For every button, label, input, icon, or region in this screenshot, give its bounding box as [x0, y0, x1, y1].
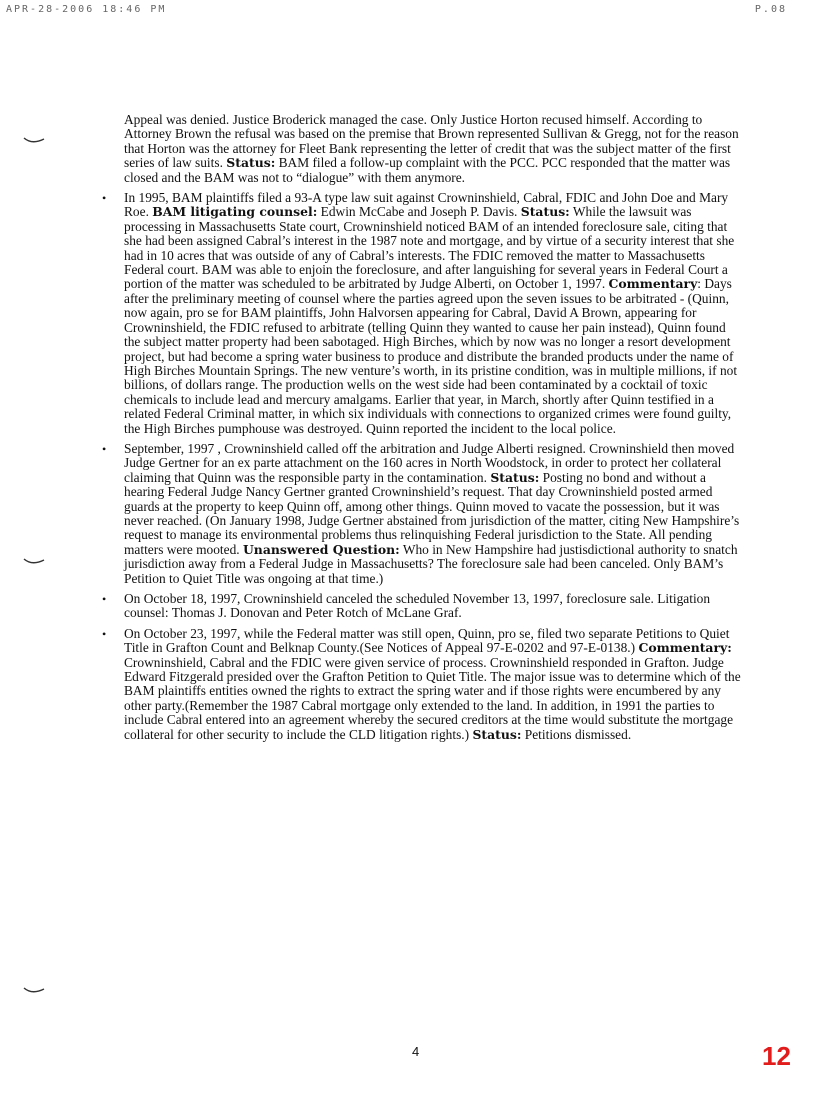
label-text: Unanswered Question:	[243, 541, 400, 557]
body-text: In 1995, BAM plaintiffs filed a 93-A type law suit against Crowninshield, Cabral, FDIC and John Doe and Mary Roe.	[124, 190, 729, 220]
fax-page-indicator: P.08	[754, 4, 787, 15]
label-text: Commentary:	[638, 640, 732, 656]
body-text: : Days after the preliminary meeting of counsel where the parties agreed upon the seven issues to be arbitrated - (Quinn, now again, pro se for BAM plaintiffs, John Halvorsen appearing for Cabral, David A Brown, appearing for Crowninshield, the FDIC refused to arbitrate (telling Quinn they wanted to cause her pain instead), Quinn found the subject matter property had been sabotaged. High Birches, which by now was no longer a resort development project, but had become a spring water business to produce and distribute the branded products under the name of High Birches Mountain Springs. The new venture’s worth, in its pristine condition, was in multiple millions, if not billions, of dollars range. The production wells on the west side had been contaminated by a cocktail of toxic chemicals to include lead and mercury amalgams. Earlier that year, in March, shortly after Quinn testified in a related Federal Criminal matter, in which six individuals with connections to organized crimes were found guilty, the High Birches pumphouse was destroyed. Quinn reported the incident to the local police.	[124, 276, 738, 436]
fax-timestamp: APR-28-2006 18:46 PM	[6, 4, 167, 15]
bullet-icon: •	[102, 441, 107, 456]
label-text: Commentary	[608, 276, 698, 292]
fax-header	[0, 4, 839, 18]
label-text: BAM litigating counsel:	[152, 204, 318, 220]
body-text: Who in New Hampshire had justisdictional authority to snatch jurisdiction away from a Federal Judge in Massachusetts? The foreclosure sale had been canceled. Only BAM’s Petition to Quiet Title was ongoing at that time.)	[124, 541, 738, 586]
margin-mark-icon	[22, 556, 46, 568]
bullet-icon: •	[102, 191, 107, 206]
body-text: Petitions dismissed.	[521, 726, 632, 742]
body-text: September, 1997 , Crowninshield called off the arbitration and Judge Alberti resigned. Crowninshield then moved Judge Gertner for an ex parte attachment on the 160 acres in North Woodstock, in order to protect her collateral claiming that Quinn was the responsible party in the contamination.	[124, 440, 735, 485]
body-text: BAM filed a follow-up complaint with the PCC. PCC responded that the matter was closed and the BAM was not to “dialogue” with them anymore.	[124, 155, 731, 185]
body-text: While the lawsuit was processing in Massachusetts State court, Crowninshield noticed BAM of an intended foreclosure sale, citing that she had been assigned Cabral’s interest in the 1987 note and mortgage, and by virtue of a security interest that she had in 10 acres that was outside of any of Cabral’s interests. The FDIC removed the matter to Massachusetts Federal court. BAM was able to enjoin the foreclosure, and after languishing for several years in Federal Court a portion of the matter was scheduled to be arbitrated by Judge Alberti, on October 1, 1997.	[124, 204, 735, 292]
bullet-paragraph	[102, 625, 744, 742]
label-text: Status:	[226, 155, 276, 171]
bullet-paragraph	[102, 440, 744, 586]
bullet-icon: •	[102, 592, 107, 606]
page-number: 4	[412, 1044, 420, 1059]
body-text: On October 18, 1997, Crowninshield canceled the scheduled November 13, 1997, foreclosure sale. Litigation counsel: Thomas J. Donovan and Peter Rotch of McLane Graf.	[124, 591, 711, 621]
paragraph	[124, 113, 744, 185]
document-body	[102, 112, 744, 742]
bullet-paragraph	[102, 591, 744, 621]
label-text: Status:	[520, 204, 570, 220]
label-text: Status:	[490, 469, 540, 485]
body-text: Crowninshield, Cabral and the FDIC were given service of process. Crowninshield responded in Grafton. Judge Edward Fitzgerald presided over the Grafton Petition to Quiet Title. The major issue was to determine which of the BAM plaintiffs entities owned the rights to extract the spring water and if those rights were encumbered by any other party.(Remember the 1987 Cabral mortgage only extended to the land. In addition, in 1991 the parties to include Cabral entered into an agreement whereby the secured creditors at the time would substitute the mortgage collateral for other security to include the CLD litigation rights.)	[124, 654, 741, 742]
body-text: On October 23, 1997, while the Federal matter was still open, Quinn, pro se, filed two separate Petitions to Quiet Title in Grafton Count and Belknap County.(See Notices of Appeal 97-E-0202 and 97-E-0138.)	[124, 625, 730, 656]
margin-mark-icon	[22, 135, 46, 147]
body-text: Appeal was denied. Justice Broderick managed the case. Only Justice Horton recused himself. According to Attorney Brown the refusal was based on the premise that Brown represented Sullivan & Gregg, not for the reason that Horton was the attorney for Fleet Bank representing the letter of credit that was the subject matter of the first series of law suits.	[124, 112, 739, 171]
body-text: Posting no bond and without a hearing Federal Judge Nancy Gertner granted Crowninshield’s request. That day Crowninshield posted armed guards at the property to keep Quinn off, among other things. Quinn moved to vacate the possession, but it was never reached. (On January 1998, Judge Gertner abstained from jurisdiction of the matter, citing New Hampshire’s request to manage its environmental problems thus relinquishing Federal jurisdiction to the State. All pending matters were mooted.	[124, 469, 740, 557]
bullet-paragraph	[102, 190, 744, 436]
bullet-icon: •	[102, 626, 107, 641]
margin-mark-icon	[22, 985, 46, 997]
page-badge: 12	[762, 1041, 791, 1071]
label-text: Status:	[472, 726, 522, 742]
body-text: Edwin McCabe and Joseph P. Davis.	[317, 204, 521, 220]
